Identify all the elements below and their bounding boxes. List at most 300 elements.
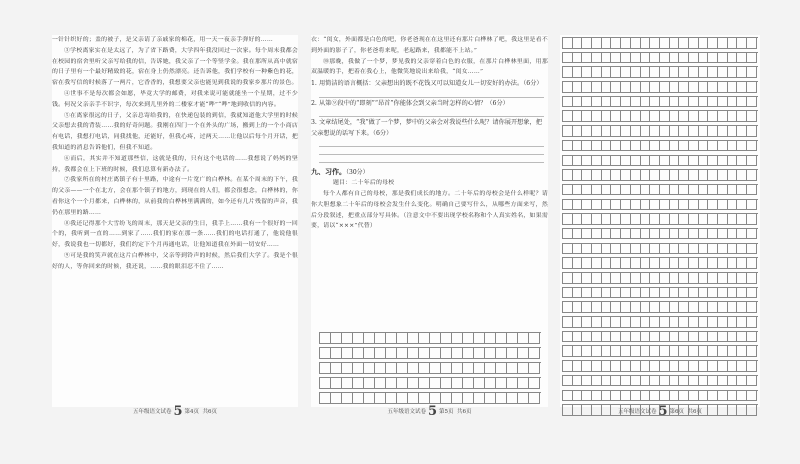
grid-cell[interactable]	[708, 111, 718, 122]
answer-line[interactable]	[319, 90, 544, 98]
grid-cell[interactable]	[737, 170, 747, 181]
grid-cell[interactable]	[573, 38, 583, 49]
grid-cell[interactable]	[474, 333, 485, 344]
grid-cell[interactable]	[342, 378, 353, 389]
grid-cell[interactable]	[592, 317, 602, 328]
grid-cell[interactable]	[582, 185, 592, 196]
grid-cell[interactable]	[660, 170, 670, 181]
grid-cell[interactable]	[737, 258, 747, 269]
grid-cell[interactable]	[699, 376, 709, 387]
grid-cell[interactable]	[602, 82, 612, 93]
grid-cell[interactable]	[708, 38, 718, 49]
grid-cell[interactable]	[670, 258, 680, 269]
grid-cell[interactable]	[718, 97, 728, 108]
grid-cell[interactable]	[670, 317, 680, 328]
grid-cell[interactable]	[670, 361, 680, 372]
grid-cell[interactable]	[641, 214, 651, 225]
grid-cell[interactable]	[728, 273, 738, 284]
grid-cell[interactable]	[689, 141, 699, 152]
grid-cell[interactable]	[689, 111, 699, 122]
grid-cell[interactable]	[364, 393, 375, 404]
grid-cell[interactable]	[650, 38, 660, 49]
grid-cell[interactable]	[708, 126, 718, 137]
grid-cell[interactable]	[331, 348, 342, 359]
grid-cell[interactable]	[621, 97, 631, 108]
grid-cell[interactable]	[699, 317, 709, 328]
grid-cell[interactable]	[699, 273, 709, 284]
grid-cell[interactable]	[592, 67, 602, 78]
grid-cell[interactable]	[331, 363, 342, 374]
grid-cell[interactable]	[582, 67, 592, 78]
grid-cell[interactable]	[563, 156, 573, 167]
grid-cell[interactable]	[474, 348, 485, 359]
grid-cell[interactable]	[518, 363, 529, 374]
grid-cell[interactable]	[718, 185, 728, 196]
grid-cell[interactable]	[573, 317, 583, 328]
grid-cell[interactable]	[563, 53, 573, 64]
grid-cell[interactable]	[747, 346, 757, 357]
grid-cell[interactable]	[364, 378, 375, 389]
grid-cell[interactable]	[747, 361, 757, 372]
grid-cell[interactable]	[718, 38, 728, 49]
grid-cell[interactable]	[641, 82, 651, 93]
grid-cell[interactable]	[573, 288, 583, 299]
grid-cell[interactable]	[650, 97, 660, 108]
grid-cell[interactable]	[419, 333, 430, 344]
grid-cell[interactable]	[621, 156, 631, 167]
grid-cell[interactable]	[631, 38, 641, 49]
grid-cell[interactable]	[728, 288, 738, 299]
grid-cell[interactable]	[650, 156, 660, 167]
grid-cell[interactable]	[320, 393, 331, 404]
grid-cell[interactable]	[611, 126, 621, 137]
grid-cell[interactable]	[573, 258, 583, 269]
grid-cell[interactable]	[641, 53, 651, 64]
grid-cell[interactable]	[592, 273, 602, 284]
grid-cell[interactable]	[621, 317, 631, 328]
grid-cell[interactable]	[650, 170, 660, 181]
grid-cell[interactable]	[320, 378, 331, 389]
grid-cell[interactable]	[747, 82, 757, 93]
grid-cell[interactable]	[592, 376, 602, 387]
grid-cell[interactable]	[397, 363, 408, 374]
grid-cell[interactable]	[718, 214, 728, 225]
grid-cell[interactable]	[708, 82, 718, 93]
grid-cell[interactable]	[430, 348, 441, 359]
grid-cell[interactable]	[621, 288, 631, 299]
grid-cell[interactable]	[747, 67, 757, 78]
grid-cell[interactable]	[641, 288, 651, 299]
grid-cell[interactable]	[631, 82, 641, 93]
grid-cell[interactable]	[670, 38, 680, 49]
grid-cell[interactable]	[708, 317, 718, 328]
grid-cell[interactable]	[699, 391, 709, 402]
grid-cell[interactable]	[670, 376, 680, 387]
grid-cell[interactable]	[679, 273, 689, 284]
grid-cell[interactable]	[689, 156, 699, 167]
grid-cell[interactable]	[670, 288, 680, 299]
grid-cell[interactable]	[737, 156, 747, 167]
grid-cell[interactable]	[441, 363, 452, 374]
grid-cell[interactable]	[650, 258, 660, 269]
grid-cell[interactable]	[679, 156, 689, 167]
grid-cell[interactable]	[708, 346, 718, 357]
grid-cell[interactable]	[592, 391, 602, 402]
grid-cell[interactable]	[386, 333, 397, 344]
grid-cell[interactable]	[641, 67, 651, 78]
grid-cell[interactable]	[747, 317, 757, 328]
grid-cell[interactable]	[408, 378, 419, 389]
grid-cell[interactable]	[660, 82, 670, 93]
grid-cell[interactable]	[631, 361, 641, 372]
grid-cell[interactable]	[621, 391, 631, 402]
grid-cell[interactable]	[708, 244, 718, 255]
grid-cell[interactable]	[747, 200, 757, 211]
grid-cell[interactable]	[621, 126, 631, 137]
grid-cell[interactable]	[708, 67, 718, 78]
grid-cell[interactable]	[342, 393, 353, 404]
grid-cell[interactable]	[718, 156, 728, 167]
grid-cell[interactable]	[631, 244, 641, 255]
grid-cell[interactable]	[582, 53, 592, 64]
grid-cell[interactable]	[728, 38, 738, 49]
grid-cell[interactable]	[602, 391, 612, 402]
grid-cell[interactable]	[602, 317, 612, 328]
grid-cell[interactable]	[529, 378, 540, 389]
grid-cell[interactable]	[573, 244, 583, 255]
grid-cell[interactable]	[689, 361, 699, 372]
grid-cell[interactable]	[573, 361, 583, 372]
grid-cell[interactable]	[563, 332, 573, 343]
grid-cell[interactable]	[747, 141, 757, 152]
grid-cell[interactable]	[689, 126, 699, 137]
grid-cell[interactable]	[452, 378, 463, 389]
grid-cell[interactable]	[582, 111, 592, 122]
grid-cell[interactable]	[660, 332, 670, 343]
grid-cell[interactable]	[670, 67, 680, 78]
grid-cell[interactable]	[592, 53, 602, 64]
grid-cell[interactable]	[592, 126, 602, 137]
grid-cell[interactable]	[747, 244, 757, 255]
grid-cell[interactable]	[679, 317, 689, 328]
grid-cell[interactable]	[718, 332, 728, 343]
grid-cell[interactable]	[611, 82, 621, 93]
grid-cell[interactable]	[747, 288, 757, 299]
grid-cell[interactable]	[375, 378, 386, 389]
grid-cell[interactable]	[320, 348, 331, 359]
grid-cell[interactable]	[728, 53, 738, 64]
grid-cell[interactable]	[650, 82, 660, 93]
grid-cell[interactable]	[747, 126, 757, 137]
grid-cell[interactable]	[353, 363, 364, 374]
grid-cell[interactable]	[679, 97, 689, 108]
grid-cell[interactable]	[592, 258, 602, 269]
grid-cell[interactable]	[718, 302, 728, 313]
grid-cell[interactable]	[737, 229, 747, 240]
grid-cell[interactable]	[573, 302, 583, 313]
grid-cell[interactable]	[650, 317, 660, 328]
grid-cell[interactable]	[631, 185, 641, 196]
grid-cell[interactable]	[728, 346, 738, 357]
grid-cell[interactable]	[728, 200, 738, 211]
grid-cell[interactable]	[518, 333, 529, 344]
grid-cell[interactable]	[419, 363, 430, 374]
grid-cell[interactable]	[602, 288, 612, 299]
grid-cell[interactable]	[397, 348, 408, 359]
grid-cell[interactable]	[737, 200, 747, 211]
grid-cell[interactable]	[611, 391, 621, 402]
grid-cell[interactable]	[563, 273, 573, 284]
grid-cell[interactable]	[507, 348, 518, 359]
grid-cell[interactable]	[650, 288, 660, 299]
grid-cell[interactable]	[573, 200, 583, 211]
grid-cell[interactable]	[728, 391, 738, 402]
grid-cell[interactable]	[670, 82, 680, 93]
grid-cell[interactable]	[602, 346, 612, 357]
grid-cell[interactable]	[699, 200, 709, 211]
grid-cell[interactable]	[747, 258, 757, 269]
grid-cell[interactable]	[631, 67, 641, 78]
grid-cell[interactable]	[708, 391, 718, 402]
grid-cell[interactable]	[611, 376, 621, 387]
grid-cell[interactable]	[708, 156, 718, 167]
grid-cell[interactable]	[699, 244, 709, 255]
grid-cell[interactable]	[660, 67, 670, 78]
grid-cell[interactable]	[728, 97, 738, 108]
grid-cell[interactable]	[496, 378, 507, 389]
grid-cell[interactable]	[563, 346, 573, 357]
grid-cell[interactable]	[689, 332, 699, 343]
grid-cell[interactable]	[679, 126, 689, 137]
grid-cell[interactable]	[699, 170, 709, 181]
grid-cell[interactable]	[747, 376, 757, 387]
grid-cell[interactable]	[353, 333, 364, 344]
grid-cell[interactable]	[679, 346, 689, 357]
grid-cell[interactable]	[641, 346, 651, 357]
grid-cell[interactable]	[737, 346, 747, 357]
grid-cell[interactable]	[602, 156, 612, 167]
grid-cell[interactable]	[474, 393, 485, 404]
grid-cell[interactable]	[728, 67, 738, 78]
grid-cell[interactable]	[699, 214, 709, 225]
grid-cell[interactable]	[660, 38, 670, 49]
grid-cell[interactable]	[689, 273, 699, 284]
grid-cell[interactable]	[641, 258, 651, 269]
grid-cell[interactable]	[611, 67, 621, 78]
grid-cell[interactable]	[621, 332, 631, 343]
grid-cell[interactable]	[573, 214, 583, 225]
grid-cell[interactable]	[689, 82, 699, 93]
grid-cell[interactable]	[670, 200, 680, 211]
grid-cell[interactable]	[631, 156, 641, 167]
grid-cell[interactable]	[679, 82, 689, 93]
grid-cell[interactable]	[631, 170, 641, 181]
grid-cell[interactable]	[679, 361, 689, 372]
grid-cell[interactable]	[611, 53, 621, 64]
grid-cell[interactable]	[611, 200, 621, 211]
grid-cell[interactable]	[650, 302, 660, 313]
grid-cell[interactable]	[737, 126, 747, 137]
grid-cell[interactable]	[708, 185, 718, 196]
grid-cell[interactable]	[650, 332, 660, 343]
grid-cell[interactable]	[660, 53, 670, 64]
grid-cell[interactable]	[670, 141, 680, 152]
grid-cell[interactable]	[689, 317, 699, 328]
grid-cell[interactable]	[747, 229, 757, 240]
grid-cell[interactable]	[430, 378, 441, 389]
grid-cell[interactable]	[602, 273, 612, 284]
grid-cell[interactable]	[708, 258, 718, 269]
grid-cell[interactable]	[592, 346, 602, 357]
grid-cell[interactable]	[670, 391, 680, 402]
grid-cell[interactable]	[621, 200, 631, 211]
grid-cell[interactable]	[631, 391, 641, 402]
essay-writing-grid-continued[interactable]	[562, 37, 758, 419]
grid-cell[interactable]	[747, 170, 757, 181]
grid-cell[interactable]	[718, 67, 728, 78]
grid-cell[interactable]	[573, 376, 583, 387]
grid-cell[interactable]	[408, 348, 419, 359]
grid-cell[interactable]	[670, 53, 680, 64]
grid-cell[interactable]	[621, 376, 631, 387]
grid-cell[interactable]	[679, 302, 689, 313]
grid-cell[interactable]	[670, 111, 680, 122]
grid-cell[interactable]	[708, 200, 718, 211]
grid-cell[interactable]	[641, 38, 651, 49]
grid-cell[interactable]	[737, 302, 747, 313]
grid-cell[interactable]	[670, 214, 680, 225]
grid-cell[interactable]	[611, 38, 621, 49]
grid-cell[interactable]	[650, 361, 660, 372]
grid-cell[interactable]	[375, 393, 386, 404]
grid-cell[interactable]	[582, 376, 592, 387]
grid-cell[interactable]	[602, 244, 612, 255]
grid-cell[interactable]	[660, 317, 670, 328]
grid-cell[interactable]	[507, 333, 518, 344]
grid-cell[interactable]	[718, 53, 728, 64]
grid-cell[interactable]	[353, 393, 364, 404]
grid-cell[interactable]	[463, 363, 474, 374]
grid-cell[interactable]	[689, 346, 699, 357]
grid-cell[interactable]	[728, 244, 738, 255]
grid-cell[interactable]	[592, 170, 602, 181]
grid-cell[interactable]	[689, 302, 699, 313]
grid-cell[interactable]	[660, 126, 670, 137]
grid-cell[interactable]	[718, 170, 728, 181]
grid-cell[interactable]	[386, 348, 397, 359]
grid-cell[interactable]	[679, 258, 689, 269]
grid-cell[interactable]	[650, 376, 660, 387]
grid-cell[interactable]	[689, 258, 699, 269]
grid-cell[interactable]	[621, 185, 631, 196]
grid-cell[interactable]	[621, 170, 631, 181]
grid-cell[interactable]	[375, 333, 386, 344]
grid-cell[interactable]	[699, 97, 709, 108]
grid-cell[interactable]	[747, 214, 757, 225]
grid-cell[interactable]	[679, 288, 689, 299]
grid-cell[interactable]	[441, 378, 452, 389]
grid-cell[interactable]	[699, 229, 709, 240]
grid-cell[interactable]	[718, 288, 728, 299]
grid-cell[interactable]	[485, 348, 496, 359]
grid-cell[interactable]	[592, 288, 602, 299]
grid-cell[interactable]	[670, 332, 680, 343]
grid-cell[interactable]	[602, 38, 612, 49]
grid-cell[interactable]	[737, 185, 747, 196]
grid-cell[interactable]	[386, 393, 397, 404]
grid-cell[interactable]	[573, 67, 583, 78]
grid-cell[interactable]	[679, 376, 689, 387]
grid-cell[interactable]	[419, 393, 430, 404]
grid-cell[interactable]	[699, 141, 709, 152]
grid-cell[interactable]	[573, 82, 583, 93]
grid-cell[interactable]	[650, 200, 660, 211]
grid-cell[interactable]	[573, 391, 583, 402]
grid-cell[interactable]	[737, 332, 747, 343]
grid-cell[interactable]	[747, 156, 757, 167]
answer-line[interactable]	[319, 147, 544, 155]
grid-cell[interactable]	[602, 97, 612, 108]
grid-cell[interactable]	[641, 185, 651, 196]
grid-cell[interactable]	[728, 229, 738, 240]
grid-cell[interactable]	[660, 273, 670, 284]
grid-cell[interactable]	[496, 348, 507, 359]
grid-cell[interactable]	[592, 302, 602, 313]
grid-cell[interactable]	[689, 229, 699, 240]
grid-cell[interactable]	[563, 141, 573, 152]
grid-cell[interactable]	[573, 126, 583, 137]
grid-cell[interactable]	[708, 302, 718, 313]
grid-cell[interactable]	[573, 229, 583, 240]
grid-cell[interactable]	[747, 97, 757, 108]
grid-cell[interactable]	[689, 185, 699, 196]
grid-cell[interactable]	[728, 126, 738, 137]
grid-cell[interactable]	[582, 126, 592, 137]
grid-cell[interactable]	[582, 38, 592, 49]
grid-cell[interactable]	[602, 170, 612, 181]
grid-cell[interactable]	[670, 97, 680, 108]
grid-cell[interactable]	[582, 97, 592, 108]
grid-cell[interactable]	[708, 361, 718, 372]
grid-cell[interactable]	[679, 170, 689, 181]
grid-cell[interactable]	[529, 348, 540, 359]
grid-cell[interactable]	[592, 82, 602, 93]
grid-cell[interactable]	[621, 346, 631, 357]
grid-cell[interactable]	[463, 378, 474, 389]
grid-cell[interactable]	[699, 185, 709, 196]
grid-cell[interactable]	[496, 333, 507, 344]
grid-cell[interactable]	[507, 393, 518, 404]
grid-cell[interactable]	[507, 363, 518, 374]
grid-cell[interactable]	[320, 333, 331, 344]
grid-cell[interactable]	[563, 67, 573, 78]
grid-cell[interactable]	[670, 273, 680, 284]
grid-cell[interactable]	[650, 214, 660, 225]
grid-cell[interactable]	[737, 82, 747, 93]
grid-cell[interactable]	[708, 97, 718, 108]
grid-cell[interactable]	[631, 214, 641, 225]
grid-cell[interactable]	[621, 141, 631, 152]
grid-cell[interactable]	[689, 38, 699, 49]
grid-cell[interactable]	[641, 302, 651, 313]
grid-cell[interactable]	[737, 273, 747, 284]
grid-cell[interactable]	[728, 376, 738, 387]
grid-cell[interactable]	[641, 170, 651, 181]
grid-cell[interactable]	[611, 141, 621, 152]
grid-cell[interactable]	[602, 141, 612, 152]
grid-cell[interactable]	[747, 332, 757, 343]
grid-cell[interactable]	[699, 346, 709, 357]
